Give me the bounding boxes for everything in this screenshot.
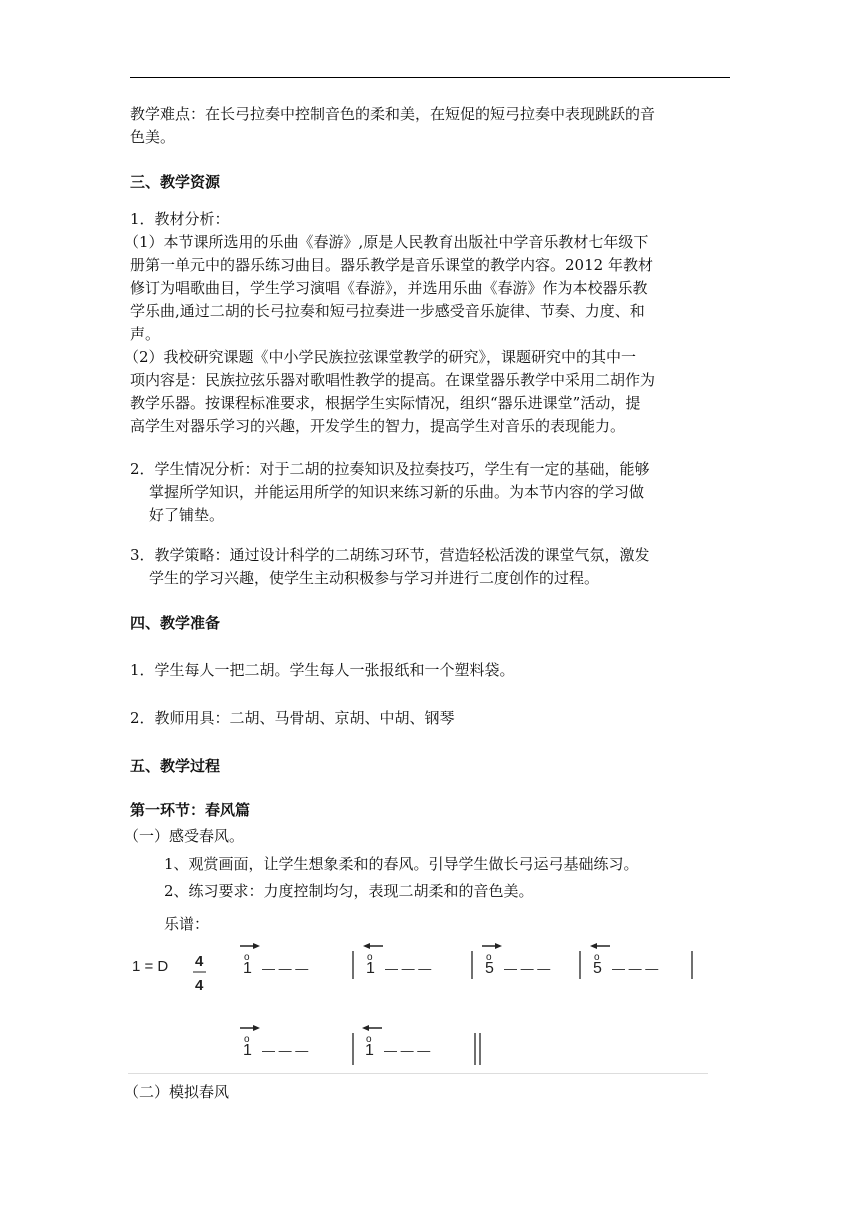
- dash-notes: — — —: [385, 961, 432, 976]
- arrowhead-icon: [363, 943, 370, 949]
- section-5-heading: 五、教学过程: [130, 757, 221, 775]
- arrowhead-icon: [253, 943, 260, 949]
- score-bottom-rule: [128, 1073, 708, 1074]
- step-2: 2、练习要求：力度控制均匀，表现二胡柔和的音色美。: [164, 882, 534, 900]
- score-row-1: [240, 943, 692, 979]
- section-4-heading: 四、教学准备: [130, 614, 221, 632]
- prep-item-1: 1．学生每人一把二胡。学生每人一张报纸和一个塑料袋。: [130, 661, 515, 679]
- score-note: 1: [243, 1042, 252, 1059]
- step-1: 1、观赏画面，让学生想象柔和的春风。引导学生做长弓运弓基础练习。: [164, 855, 639, 873]
- score-note: 1: [365, 1042, 374, 1059]
- score-note: 1: [243, 960, 252, 977]
- item-3-line: 3．教学策略：通过设计科学的二胡练习环节，营造轻松活泼的课堂气氛，激发: [130, 546, 650, 564]
- paragraph-1-line: 册第一单元中的器乐练习曲目。器乐教学是音乐课堂的教学内容。2012 年教材: [130, 256, 653, 274]
- prep-item-2: 2．教师用具：二胡、马骨胡、京胡、中胡、钢琴: [130, 709, 455, 727]
- dash-notes: — — —: [504, 961, 551, 976]
- item-2-line: 好了铺垫。: [149, 506, 225, 524]
- score-note: 5: [485, 960, 494, 977]
- time-signature-top: 4: [195, 953, 204, 970]
- paragraph-1-line: 学乐曲,通过二胡的长弓拉奏和短弓拉奏进一步感受音乐旋律、节奏、力度、和: [130, 302, 645, 320]
- open-string-mark: o: [594, 952, 600, 963]
- difficulty-line-2: 色美。: [130, 128, 176, 146]
- item-2-line: 掌握所学知识，并能运用所学的知识来练习新的乐曲。为本节内容的学习做: [149, 483, 645, 501]
- open-string-mark: o: [486, 952, 492, 963]
- score-label: 乐谱：: [164, 915, 210, 933]
- stage-1-heading: 第一环节：春风篇: [130, 801, 251, 819]
- paragraph-2-line: 高学生对器乐学习的兴趣，开发学生的智力，提高学生对音乐的表现能力。: [130, 417, 626, 435]
- dash-notes: — — —: [262, 961, 309, 976]
- open-string-mark: o: [367, 952, 373, 963]
- time-signature-bottom: 4: [195, 977, 204, 994]
- paragraph-1-line: 修订为唱歌曲目，学生学习演唱《春游》，并选用乐曲《春游》作为本校器乐教: [130, 279, 648, 297]
- paragraph-2-line: 项内容是：民族拉弦乐器对歌唱性教学的提高。在课堂器乐教学中采用二胡作为: [130, 371, 656, 389]
- difficulty-line-1: 教学难点：在长弓拉奏中控制音色的柔和美，在短促的短弓拉奏中表现跳跃的音: [130, 105, 656, 123]
- arrowhead-icon: [590, 943, 597, 949]
- music-score: [120, 935, 720, 1075]
- item-2-line: 2．学生情况分析：对于二胡的拉奏知识及拉奏技巧，学生有一定的基础，能够: [130, 460, 650, 478]
- arrowhead-icon: [253, 1025, 260, 1031]
- paragraph-1-line: （1）本节课所选用的乐曲《春游》,原是人民教育出版社中学音乐教材七年级下: [124, 233, 649, 251]
- score-key: 1 = D: [132, 958, 169, 975]
- dash-notes: — — —: [612, 961, 659, 976]
- paragraph-2-line: 教学乐器。按课程标准要求，根据学生实际情况，组织“器乐进课堂”活动，提: [130, 394, 641, 412]
- paragraph-2-line: （2）我校研究课题《中小学民族拉弦课堂教学的研究》，课题研究中的其中一: [124, 348, 637, 366]
- dash-notes: — — —: [384, 1043, 431, 1058]
- score-note: 1: [366, 960, 375, 977]
- open-string-mark: o: [244, 952, 250, 963]
- item-3-line: 学生的学习兴趣，使学生主动积极参与学习并进行二度创作的过程。: [149, 569, 600, 587]
- sub-section-1: （一）感受春风。: [124, 827, 245, 845]
- open-string-mark: o: [366, 1034, 372, 1045]
- header-rule: [130, 77, 730, 78]
- section-3-heading: 三、教学资源: [130, 173, 221, 191]
- arrowhead-icon: [362, 1025, 369, 1031]
- item-1-title: 1．教材分析：: [130, 210, 230, 228]
- paragraph-1-line: 声。: [130, 325, 161, 343]
- sub-section-2: （二）模拟春风: [124, 1083, 230, 1101]
- open-string-mark: o: [244, 1034, 250, 1045]
- score-row-2: [240, 1025, 480, 1065]
- arrowhead-icon: [495, 943, 502, 949]
- score-note: 5: [593, 960, 602, 977]
- dash-notes: — — —: [262, 1043, 309, 1058]
